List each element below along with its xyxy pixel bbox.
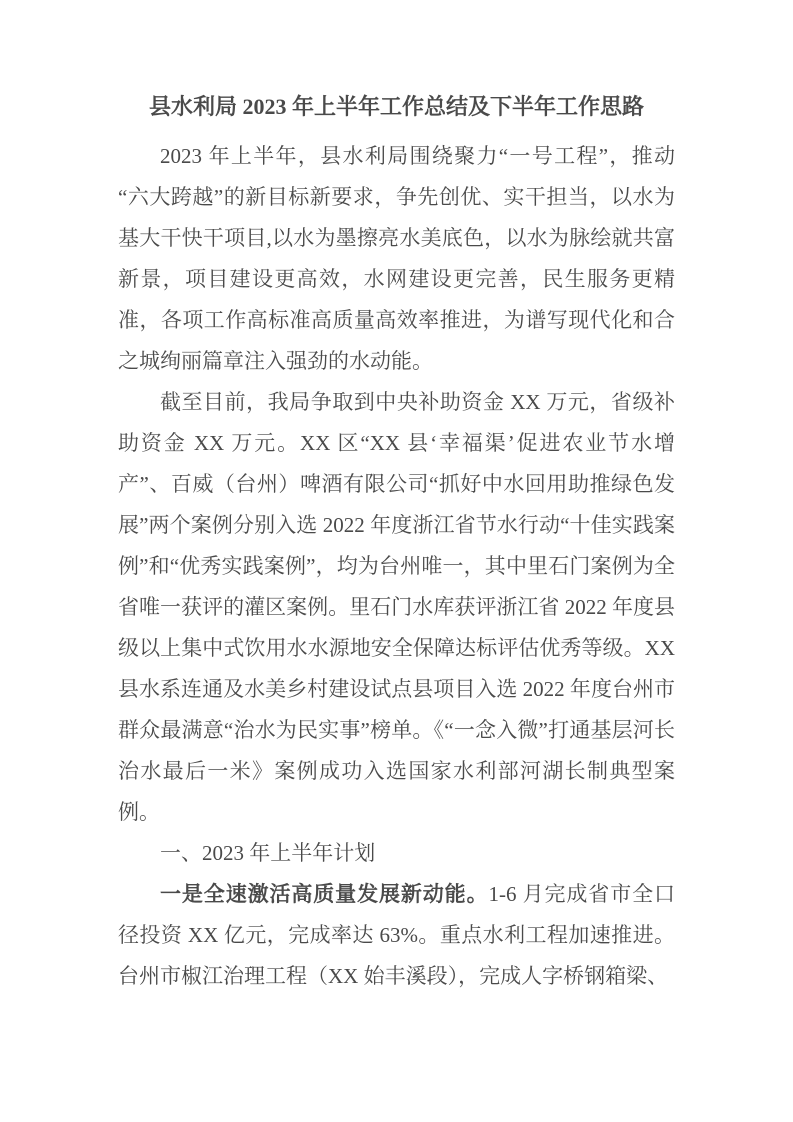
- document-title-text: 县水利局 2023 年上半年工作总结及下半年工作思路: [148, 94, 644, 119]
- paragraph-point-one: [118, 874, 675, 997]
- paragraph-achievements: 截至目前，我局争取到中央补助资金 XX 万元，省级补助资金 XX 万元。XX 区“XX 县‘幸福渠’促进农业节水增产”、百威（台州）啤酒有限公司“抓好中水回用助推绿色发展”两个案例分别入选 2022 年度浙江省节水行动“十佳实践案例”和“优秀实践案例”，均为台州唯一，其中里石门案例为全省唯一获评的灌区案例。里石门水库获评浙江省 2022 年度县级以上集中式饮用水水源地安全保障达标评估优秀等级。XX 县水系连通及水美乡村建设试点县项目入选 2022 年度台州市群众最满意“治水为民实事”榜单。《“一念入微”打通基层河长治水最后一米》案例成功入选国家水利部河湖长制典型案例。: [118, 390, 675, 824]
- paragraph-point-one-bold-lead: 一是全速激活高质量发展新动能。: [160, 882, 489, 906]
- section-heading-first-half-plan: 一、2023 年上半年计划: [160, 841, 376, 865]
- document-title: [118, 84, 675, 130]
- paragraph-intro: 2023 年上半年，县水利局围绕聚力“一号工程”，推动“六大跨越”的新目标新要求，争先创优、实干担当，以水为基大干快干项目,以水为墨擦亮水美底色，以水为脉绘就共富新景，项目建设更高效，水网建设更完善，民生服务更精准，各项工作高标准高质量高效率推进，为谱写现代化和合之城绚丽篇章注入强劲的水动能。: [118, 144, 675, 373]
- paragraph-point-one-body: 1-6 月完成省市全口径投资 XX 亿元，完成率达 63%。重点水利工程加速推进。台州市椒江治理工程（XX 始丰溪段），完成人字桥钢箱梁、: [118, 882, 675, 988]
